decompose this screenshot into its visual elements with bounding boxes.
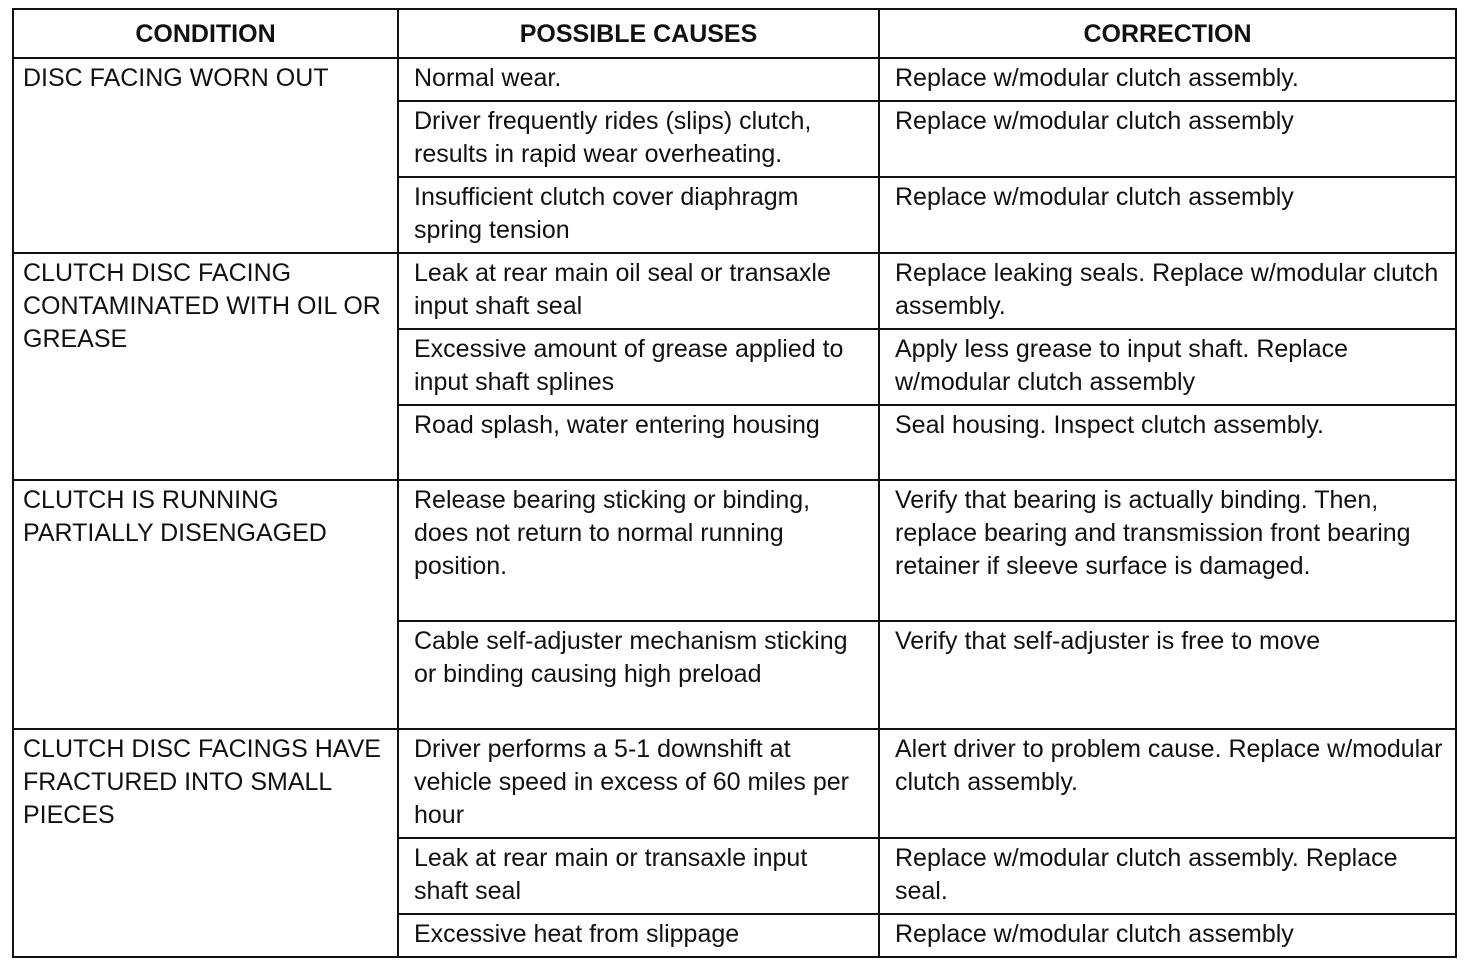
cause-cell: Release bearing sticking or binding, does not return to normal running position. xyxy=(398,480,879,621)
diagnosis-table-container xyxy=(12,8,1457,958)
table-row xyxy=(13,253,1456,329)
correction-cell: Seal housing. Inspect clutch assembly. xyxy=(879,405,1456,480)
cause-cell: Driver performs a 5-1 downshift at vehicle speed in excess of 60 miles per hour xyxy=(398,729,879,838)
correction-cell: Replace w/modular clutch assembly. xyxy=(879,58,1456,101)
condition-cell: CLUTCH IS RUNNING PARTIALLY DISENGAGED xyxy=(13,480,398,729)
table-row xyxy=(13,58,1456,101)
header-row xyxy=(13,9,1456,58)
cause-cell: Cable self-adjuster mechanism sticking or binding causing high preload xyxy=(398,621,879,729)
cause-cell: Leak at rear main or transaxle input shaft seal xyxy=(398,838,879,914)
correction-cell: Alert driver to problem cause. Replace w/modular clutch assembly. xyxy=(879,729,1456,838)
table-row xyxy=(13,729,1456,838)
header-correction: CORRECTION xyxy=(879,9,1456,58)
cause-cell: Excessive heat from slippage xyxy=(398,914,879,957)
correction-cell: Replace w/modular clutch assembly xyxy=(879,101,1456,177)
cause-cell: Leak at rear main oil seal or transaxle input shaft seal xyxy=(398,253,879,329)
cause-cell: Excessive amount of grease applied to input shaft splines xyxy=(398,329,879,405)
condition-cell: CLUTCH DISC FACINGS HAVE FRACTURED INTO SMALL PIECES xyxy=(13,729,398,957)
cause-cell: Driver frequently rides (slips) clutch, results in rapid wear overheating. xyxy=(398,101,879,177)
clutch-diagnosis-table xyxy=(12,8,1457,958)
cause-cell: Road splash, water entering housing xyxy=(398,405,879,480)
correction-cell: Replace w/modular clutch assembly. Replace seal. xyxy=(879,838,1456,914)
correction-cell: Replace w/modular clutch assembly xyxy=(879,914,1456,957)
table-row xyxy=(13,480,1456,621)
cause-cell: Normal wear. xyxy=(398,58,879,101)
condition-cell: DISC FACING WORN OUT xyxy=(13,58,398,253)
cause-cell: Insufficient clutch cover diaphragm spring tension xyxy=(398,177,879,253)
correction-cell: Replace w/modular clutch assembly xyxy=(879,177,1456,253)
correction-cell: Replace leaking seals. Replace w/modular clutch assembly. xyxy=(879,253,1456,329)
condition-cell: CLUTCH DISC FACING CONTAMINATED WITH OIL OR GREASE xyxy=(13,253,398,480)
correction-cell: Verify that self-adjuster is free to move xyxy=(879,621,1456,729)
correction-cell: Apply less grease to input shaft. Replace w/modular clutch assembly xyxy=(879,329,1456,405)
correction-cell: Verify that bearing is actually binding. Then, replace bearing and transmission front bearing retainer if sleeve surface is damaged. xyxy=(879,480,1456,621)
header-possible-causes: POSSIBLE CAUSES xyxy=(398,9,879,58)
header-condition: CONDITION xyxy=(13,9,398,58)
